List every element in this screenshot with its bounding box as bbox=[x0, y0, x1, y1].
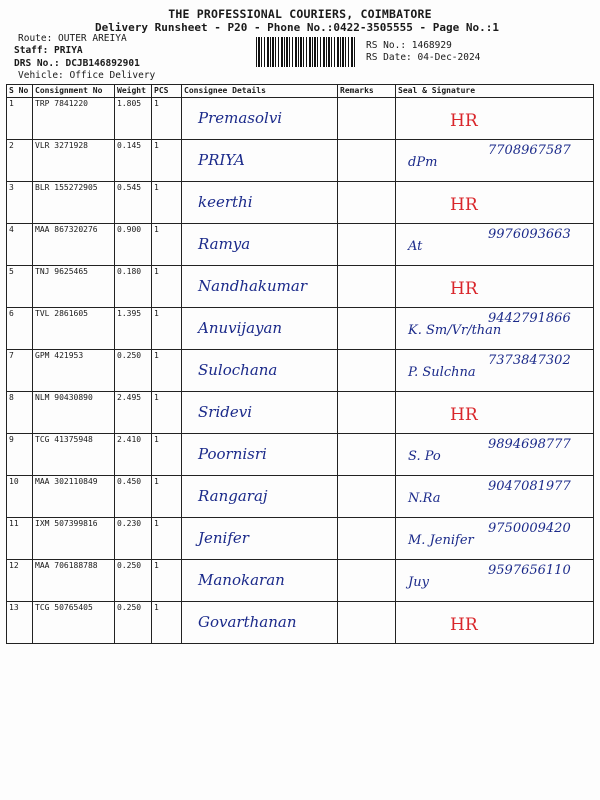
cell-consignment: BLR 155272905 bbox=[33, 182, 115, 224]
consignee-handwriting: PRIYA bbox=[198, 151, 245, 169]
cell-pcs: 1 bbox=[152, 98, 182, 140]
table-row bbox=[7, 308, 594, 350]
receiver-signature: At bbox=[408, 239, 423, 254]
receiver-signature: dPm bbox=[408, 155, 438, 170]
table-row bbox=[7, 518, 594, 560]
runsheet-subtitle: Delivery Runsheet - P20 - Phone No.:0422-3505555 - Page No.:1 bbox=[95, 21, 499, 34]
header-seal-signature: Seal & Signature bbox=[396, 85, 594, 98]
cell-consignment: GPM 421953 bbox=[33, 350, 115, 392]
signature-area bbox=[398, 351, 591, 390]
cell-seal-signature bbox=[396, 392, 594, 434]
cell-consignee bbox=[182, 140, 338, 182]
signature-area bbox=[398, 267, 591, 306]
signature-area bbox=[398, 141, 591, 180]
consignee-handwriting: Premasolvi bbox=[198, 109, 283, 127]
drs-number: DRS No.: DCJB146892901 bbox=[14, 58, 140, 69]
signature-area bbox=[398, 99, 591, 138]
cell-seal-signature bbox=[396, 560, 594, 602]
cell-weight: 1.395 bbox=[115, 308, 152, 350]
cell-remarks bbox=[338, 518, 396, 560]
cell-sno: 1 bbox=[7, 98, 33, 140]
cell-consignee bbox=[182, 182, 338, 224]
receiver-phone: 7373847302 bbox=[488, 353, 571, 368]
cell-consignee bbox=[182, 560, 338, 602]
cell-consignment: MAA 867320276 bbox=[33, 224, 115, 266]
receiver-signature: S. Po bbox=[408, 449, 441, 464]
signature-area bbox=[398, 435, 591, 474]
receiver-phone: 9442791866 bbox=[488, 311, 571, 326]
cell-remarks bbox=[338, 140, 396, 182]
consignee-handwriting: Ramya bbox=[198, 235, 251, 253]
receiver-phone: 9047081977 bbox=[488, 479, 571, 494]
cell-sno: 11 bbox=[7, 518, 33, 560]
table-header-row bbox=[7, 85, 594, 98]
hr-stamp: HR bbox=[450, 111, 478, 131]
receiver-phone: 9750009420 bbox=[488, 521, 571, 536]
cell-weight: 0.545 bbox=[115, 182, 152, 224]
receiver-signature: M. Jenifer bbox=[408, 533, 474, 548]
hr-stamp: HR bbox=[450, 279, 478, 299]
cell-consignee bbox=[182, 434, 338, 476]
cell-sno: 9 bbox=[7, 434, 33, 476]
consignee-handwriting: Jenifer bbox=[198, 529, 249, 547]
signature-area bbox=[398, 561, 591, 600]
cell-seal-signature bbox=[396, 602, 594, 644]
cell-consignment: MAA 302110849 bbox=[33, 476, 115, 518]
table-row bbox=[7, 182, 594, 224]
hr-stamp: HR bbox=[450, 405, 478, 425]
cell-remarks bbox=[338, 602, 396, 644]
receiver-signature: P. Sulchna bbox=[408, 365, 476, 380]
cell-remarks bbox=[338, 392, 396, 434]
consignee-handwriting: Sridevi bbox=[198, 403, 252, 421]
cell-consignment: TVL 2861605 bbox=[33, 308, 115, 350]
cell-seal-signature bbox=[396, 224, 594, 266]
cell-consignment: TCG 50765405 bbox=[33, 602, 115, 644]
consignee-handwriting: Sulochana bbox=[198, 361, 278, 379]
receiver-signature: K. Sm/Vr/than bbox=[408, 323, 502, 338]
cell-weight: 0.450 bbox=[115, 476, 152, 518]
cell-pcs: 1 bbox=[152, 266, 182, 308]
cell-weight: 0.180 bbox=[115, 266, 152, 308]
cell-pcs: 1 bbox=[152, 392, 182, 434]
cell-consignment: VLR 3271928 bbox=[33, 140, 115, 182]
cell-sno: 6 bbox=[7, 308, 33, 350]
signature-area bbox=[398, 519, 591, 558]
signature-area bbox=[398, 393, 591, 432]
table-row bbox=[7, 602, 594, 644]
table-row bbox=[7, 350, 594, 392]
signature-area bbox=[398, 477, 591, 516]
cell-consignment: TNJ 9625465 bbox=[33, 266, 115, 308]
barcode-icon bbox=[256, 37, 356, 67]
table-row bbox=[7, 266, 594, 308]
table-row bbox=[7, 434, 594, 476]
cell-pcs: 1 bbox=[152, 518, 182, 560]
cell-sno: 12 bbox=[7, 560, 33, 602]
cell-remarks bbox=[338, 350, 396, 392]
cell-weight: 0.900 bbox=[115, 224, 152, 266]
cell-consignee bbox=[182, 224, 338, 266]
cell-sno: 8 bbox=[7, 392, 33, 434]
cell-seal-signature bbox=[396, 350, 594, 392]
cell-sno: 10 bbox=[7, 476, 33, 518]
cell-consignee bbox=[182, 266, 338, 308]
runsheet-table bbox=[6, 84, 594, 644]
cell-remarks bbox=[338, 98, 396, 140]
signature-area bbox=[398, 309, 591, 348]
cell-sno: 7 bbox=[7, 350, 33, 392]
cell-remarks bbox=[338, 266, 396, 308]
hr-stamp: HR bbox=[450, 615, 478, 635]
cell-consignment: TCG 41375948 bbox=[33, 434, 115, 476]
table-row bbox=[7, 392, 594, 434]
cell-sno: 2 bbox=[7, 140, 33, 182]
cell-consignee bbox=[182, 518, 338, 560]
cell-pcs: 1 bbox=[152, 476, 182, 518]
cell-consignment: MAA 706188788 bbox=[33, 560, 115, 602]
consignee-handwriting: keerthi bbox=[198, 193, 253, 211]
cell-pcs: 1 bbox=[152, 434, 182, 476]
hr-stamp: HR bbox=[450, 195, 478, 215]
header-sno: S No bbox=[7, 85, 33, 98]
cell-pcs: 1 bbox=[152, 560, 182, 602]
header-weight: Weight bbox=[115, 85, 152, 98]
consignee-handwriting: Rangaraj bbox=[198, 487, 268, 505]
signature-area bbox=[398, 603, 591, 642]
table-row bbox=[7, 560, 594, 602]
cell-sno: 5 bbox=[7, 266, 33, 308]
rs-number: RS No.: 1468929 bbox=[366, 40, 452, 51]
header-pcs: PCS bbox=[152, 85, 182, 98]
cell-consignee bbox=[182, 476, 338, 518]
cell-pcs: 1 bbox=[152, 350, 182, 392]
cell-remarks bbox=[338, 182, 396, 224]
cell-sno: 4 bbox=[7, 224, 33, 266]
consignee-handwriting: Govarthanan bbox=[198, 613, 297, 631]
cell-pcs: 1 bbox=[152, 602, 182, 644]
cell-seal-signature bbox=[396, 140, 594, 182]
cell-sno: 13 bbox=[7, 602, 33, 644]
cell-pcs: 1 bbox=[152, 308, 182, 350]
cell-remarks bbox=[338, 308, 396, 350]
receiver-signature: N.Ra bbox=[408, 491, 441, 506]
receiver-phone: 9976093663 bbox=[488, 227, 571, 242]
header-remarks: Remarks bbox=[338, 85, 396, 98]
cell-pcs: 1 bbox=[152, 224, 182, 266]
cell-seal-signature bbox=[396, 308, 594, 350]
route-label: Route: OUTER AREIYA bbox=[18, 33, 127, 44]
cell-seal-signature bbox=[396, 518, 594, 560]
consignee-handwriting: Manokaran bbox=[198, 571, 285, 589]
receiver-phone: 7708967587 bbox=[488, 143, 571, 158]
cell-consignment: NLM 90430890 bbox=[33, 392, 115, 434]
cell-weight: 0.250 bbox=[115, 350, 152, 392]
cell-weight: 0.250 bbox=[115, 602, 152, 644]
signature-area bbox=[398, 225, 591, 264]
company-title: THE PROFESSIONAL COURIERS, COIMBATORE bbox=[168, 7, 432, 21]
cell-remarks bbox=[338, 476, 396, 518]
cell-sno: 3 bbox=[7, 182, 33, 224]
receiver-signature: Juy bbox=[408, 575, 429, 590]
cell-consignee bbox=[182, 308, 338, 350]
cell-remarks bbox=[338, 224, 396, 266]
cell-consignee bbox=[182, 392, 338, 434]
vehicle-label: Vehicle: Office Delivery bbox=[18, 70, 156, 81]
cell-consignment: IXM 507399816 bbox=[33, 518, 115, 560]
cell-seal-signature bbox=[396, 434, 594, 476]
cell-seal-signature bbox=[396, 266, 594, 308]
cell-pcs: 1 bbox=[152, 182, 182, 224]
cell-remarks bbox=[338, 560, 396, 602]
header-consignment: Consignment No bbox=[33, 85, 115, 98]
table-row bbox=[7, 224, 594, 266]
cell-consignment: TRP 7841220 bbox=[33, 98, 115, 140]
cell-seal-signature bbox=[396, 182, 594, 224]
cell-seal-signature bbox=[396, 98, 594, 140]
consignee-handwriting: Nandhakumar bbox=[198, 277, 308, 295]
table-row bbox=[7, 98, 594, 140]
staff-label: Staff: PRIYA bbox=[14, 45, 83, 56]
cell-consignee bbox=[182, 350, 338, 392]
cell-consignee bbox=[182, 602, 338, 644]
cell-consignee bbox=[182, 98, 338, 140]
receiver-phone: 9894698777 bbox=[488, 437, 571, 452]
header-consignee: Consignee Details bbox=[182, 85, 338, 98]
rs-date: RS Date: 04-Dec-2024 bbox=[366, 52, 481, 63]
cell-remarks bbox=[338, 434, 396, 476]
cell-weight: 0.145 bbox=[115, 140, 152, 182]
receiver-phone: 9597656110 bbox=[488, 563, 571, 578]
table-row bbox=[7, 140, 594, 182]
cell-weight: 1.805 bbox=[115, 98, 152, 140]
cell-weight: 2.495 bbox=[115, 392, 152, 434]
signature-area bbox=[398, 183, 591, 222]
cell-weight: 0.250 bbox=[115, 560, 152, 602]
table-row bbox=[7, 476, 594, 518]
cell-seal-signature bbox=[396, 476, 594, 518]
cell-weight: 0.230 bbox=[115, 518, 152, 560]
cell-weight: 2.410 bbox=[115, 434, 152, 476]
consignee-handwriting: Poornisri bbox=[198, 445, 267, 463]
consignee-handwriting: Anuvijayan bbox=[198, 319, 283, 337]
cell-pcs: 1 bbox=[152, 140, 182, 182]
